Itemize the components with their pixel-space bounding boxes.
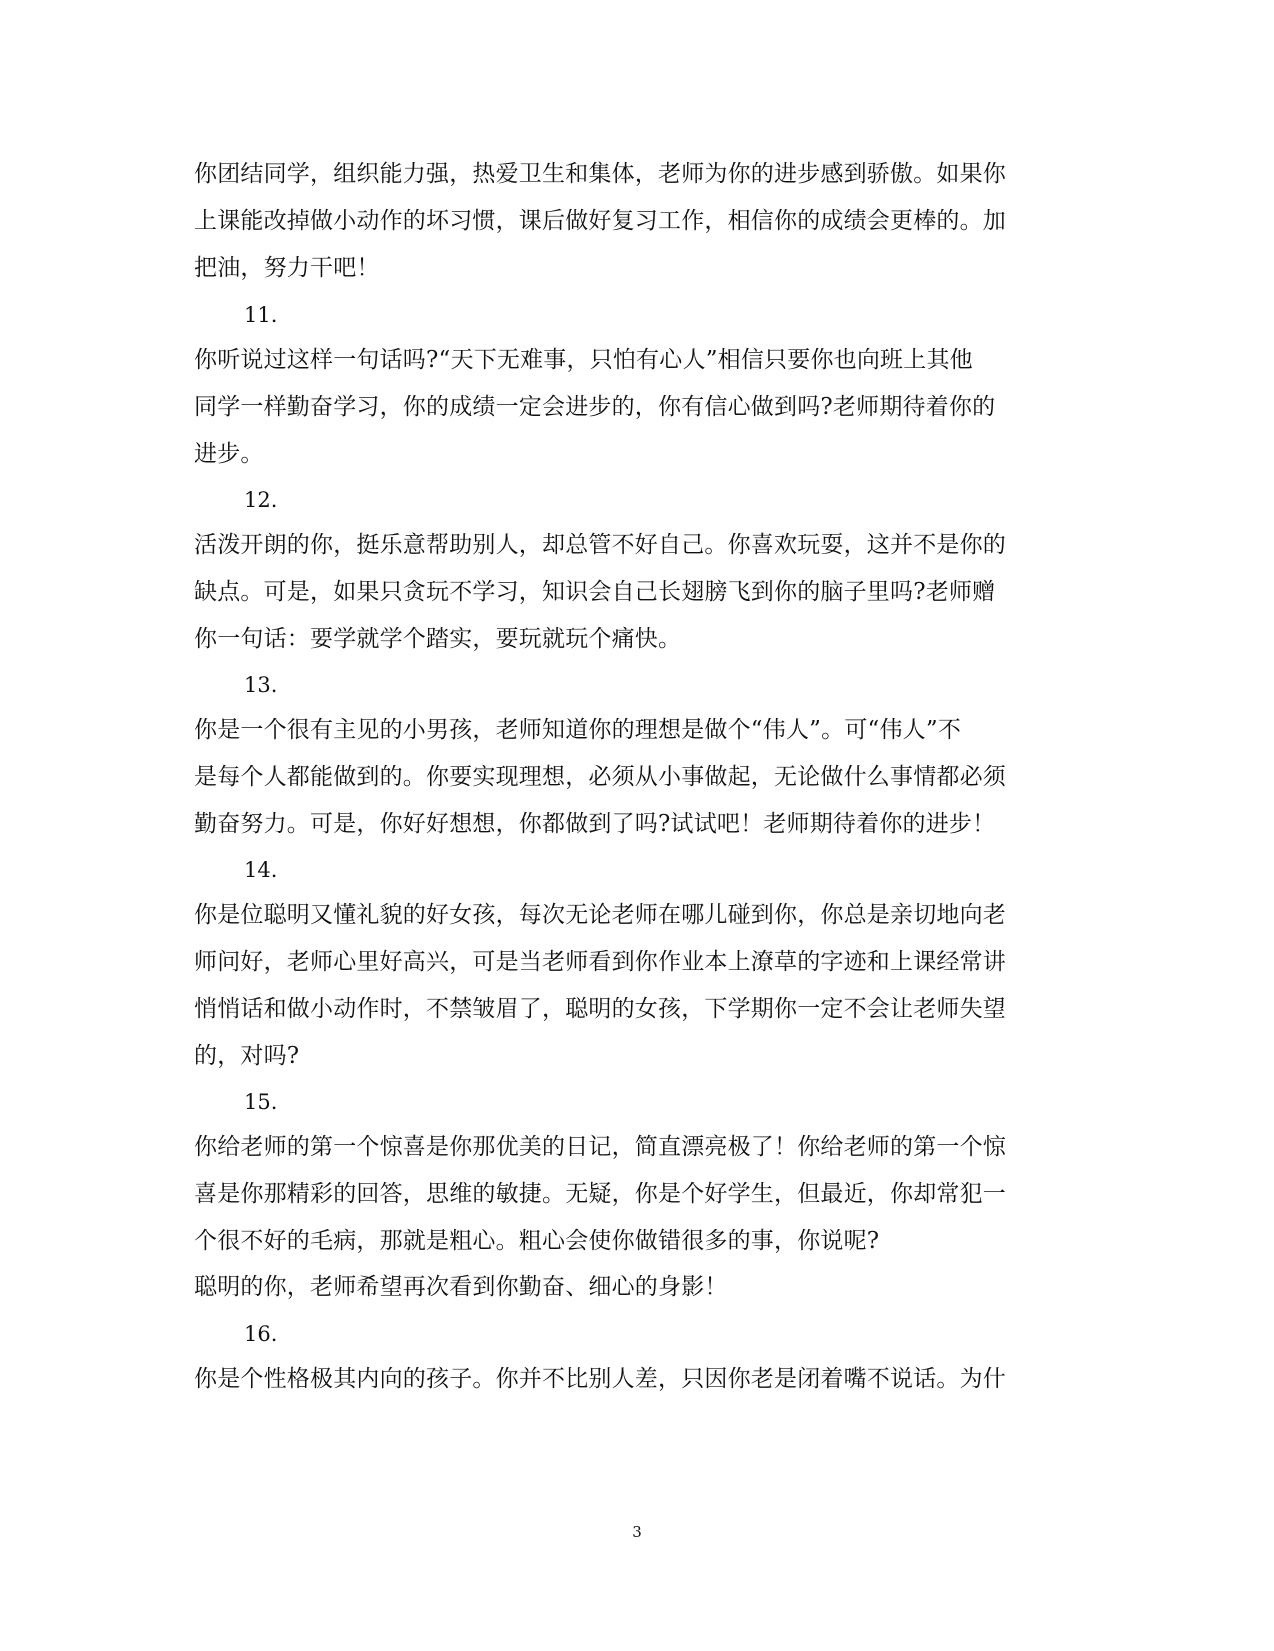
body-text-line: 同学一样勤奋学习，你的成绩一定会进步的，你有信心做到吗?老师期待着你的	[194, 394, 996, 420]
body-text-line: 你一句话：要学就学个踏实，要玩就玩个痛快。	[194, 626, 682, 652]
item-number: 13.	[244, 673, 278, 697]
body-text-line: 你是一个很有主见的小男孩，老师知道你的理想是做个“伟人”。可“伟人”不	[194, 717, 962, 743]
body-text-line: 你团结同学，组织能力强，热爱卫生和集体，老师为你的进步感到骄傲。如果你	[194, 161, 1006, 187]
body-text-line: 上课能改掉做小动作的坏习惯，课后做好复习工作，相信你的成绩会更棒的。加	[194, 208, 1006, 234]
page-number: 3	[632, 1523, 642, 1541]
body-text-line: 你是位聪明又懂礼貌的好女孩，每次无论老师在哪儿碰到你，你总是亲切地向老	[194, 902, 1006, 928]
body-text-line: 的，对吗?	[194, 1043, 300, 1069]
item-number: 16.	[244, 1322, 278, 1346]
body-text-line: 聪明的你，老师希望再次看到你勤奋、细心的身影！	[194, 1274, 728, 1300]
body-text-line: 喜是你那精彩的回答，思维的敏捷。无疑，你是个好学生，但最近，你却常犯一	[194, 1181, 1006, 1207]
body-text-line: 个很不好的毛病，那就是粗心。粗心会使你做错很多的事，你说呢?	[194, 1228, 880, 1254]
body-text-line: 悄悄话和做小动作时，不禁皱眉了，聪明的女孩，下学期你一定不会让老师失望	[194, 996, 1006, 1022]
item-number: 14.	[244, 858, 278, 882]
item-number: 15.	[244, 1090, 278, 1114]
body-text-line: 是每个人都能做到的。你要实现理想，必须从小事做起，无论做什么事情都必须	[194, 764, 1006, 790]
body-text-line: 勤奋努力。可是，你好好想想，你都做到了吗?试试吧！老师期待着你的进步！	[194, 811, 996, 837]
body-text-line: 把油，努力干吧！	[194, 255, 380, 281]
item-number: 12.	[244, 488, 278, 512]
body-text-line: 缺点。可是，如果只贪玩不学习，知识会自己长翅膀飞到你的脑子里吗?老师赠	[194, 579, 996, 605]
body-text-line: 你给老师的第一个惊喜是你那优美的日记，简直漂亮极了！你给老师的第一个惊	[194, 1134, 1006, 1160]
body-text-line: 活泼开朗的你，挺乐意帮助别人，却总管不好自己。你喜欢玩耍，这并不是你的	[194, 532, 1006, 558]
item-number: 11.	[244, 303, 278, 327]
body-text-line: 师问好，老师心里好高兴，可是当老师看到你作业本上潦草的字迹和上课经常讲	[194, 949, 1006, 975]
body-text-line: 你是个性格极其内向的孩子。你并不比别人差，只因你老是闭着嘴不说话。为什	[194, 1366, 1006, 1392]
body-text-line: 进步。	[194, 441, 264, 467]
body-text-line: 你听说过这样一句话吗?“天下无难事，只怕有心人”相信只要你也向班上其他	[194, 347, 973, 373]
